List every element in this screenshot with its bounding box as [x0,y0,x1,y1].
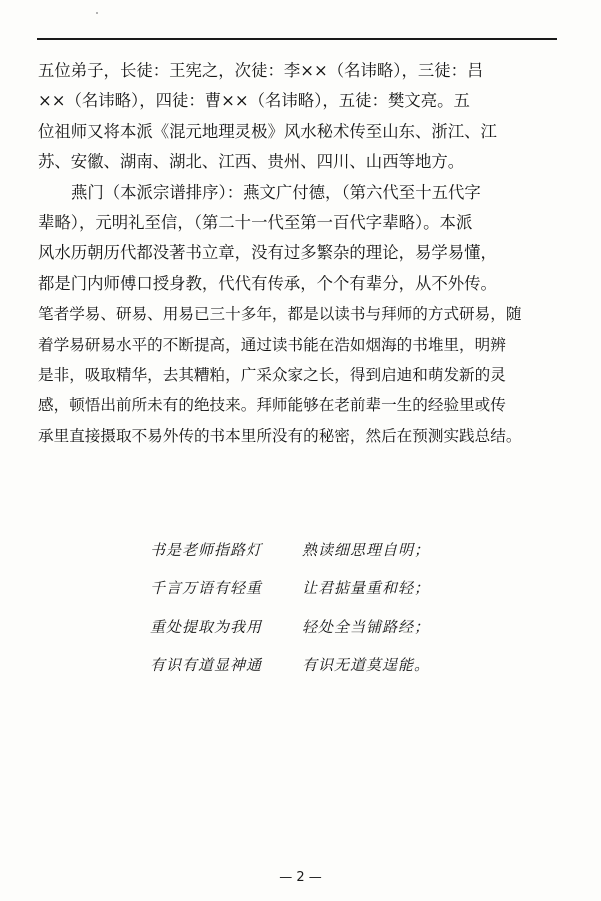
text-line: 位祖师又将本派《混元地理灵极》风水秘术传至山东、浙江、江 [38,121,497,141]
text-line-content: 燕门（本派宗谱排序）：燕文广付德，（第六代至十五代字 [71,182,481,202]
poem-line-left: 重处提取为我用 [150,617,263,636]
poem-line-right: 让君掂量重和轻； [302,579,431,598]
text-line: 苏、安徽、湖南、湖北、江西、贵州、四川、山西等地方。 [38,152,465,172]
text-line: 五位弟子，长徒：王宪之，次徒：李××（名讳略），三徒：吕 [38,61,484,80]
text-line: 是非，吸取精华，去其糟粕，广采众家之长，得到启迪和萌发新的灵 [38,365,506,384]
poem-line-left: 有识有道显神通 [150,656,263,675]
scan-speck [96,12,98,14]
poem-line-left: 千言万语有轻重 [150,579,263,598]
poem-line-right: 熟读细思理自明； [302,540,431,559]
poem-row [150,530,510,569]
page-number: — 2 — [279,870,322,885]
paragraph-disciples [38,56,558,178]
poem-line-right: 轻处全当铺路经； [302,617,431,636]
poem-line-left: 书是老师指路灯 [150,540,263,559]
poem-row [150,646,510,685]
text-line: 都是门内师傅口授身教，代代有传承，个个有辈分，从不外传。 [38,273,497,293]
header-rule [37,38,557,40]
document-body [38,56,558,451]
paragraph-author-study [38,299,558,451]
text-line: 感，顿悟出前所未有的绝技来。拜师能够在老前辈一生的经验里或传 [38,396,506,415]
text-line: 笔者学易、研易、用易已三十多年，都是以读书与拜师的方式研易，随 [38,305,522,324]
poem-row [150,607,510,646]
text-line: 承里直接摄取不易外传的书本里所没有的秘密，然后在预测实践总结。 [38,426,522,445]
text-line [38,178,558,208]
poem-row [150,569,510,608]
text-line: ××（名讳略），四徒：曹××（名讳略），五徒：樊文亮。五 [38,91,470,111]
paragraph-lineage [38,178,558,300]
text-line: 着学易研易水平的不断提高，通过读书能在浩如烟海的书堆里，明辨 [38,335,506,354]
poem-line-right: 有识无道莫逞能。 [302,656,431,675]
text-line: 风水历朝历代都没著书立章，没有过多繁杂的理论，易学易懂， [38,243,497,263]
text-line: 辈略），元明礼至信，（第二十一代至第一百代字辈略）。本派 [38,212,473,232]
poem-block [150,530,510,684]
